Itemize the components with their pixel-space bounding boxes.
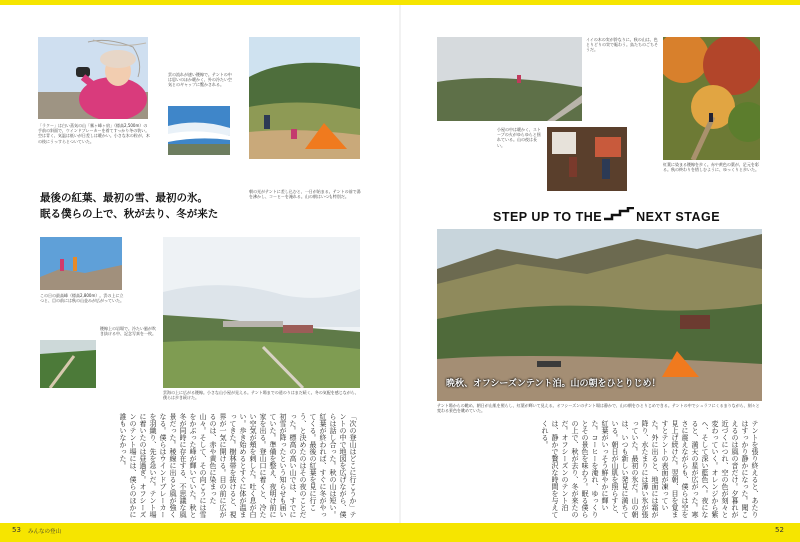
photo-foggy-boardwalk	[437, 37, 582, 121]
photo-trail-meadow	[40, 340, 96, 388]
step-stair-graphic	[602, 207, 636, 224]
headline-line-1: 最後の紅葉、最初の雪、最初の氷。	[40, 192, 208, 204]
caption-tent-ridge: 朝の光がテントに差し込むと、一日が始まる。テントの前で湯を沸かし、コーヒーを淹れる。山の朝はいつも特別だ。	[249, 189, 361, 200]
caption-foggy-boardwalk: イイの木の実が鈴なりに。秋の山は、色とりどりの実で賑わう。鳥たちのごちそうだ。	[586, 37, 658, 53]
running-head: みんなの登山	[28, 529, 62, 535]
body-text-left	[40, 413, 358, 519]
caption-rocky-ridge: 稜線上の岩場で。冷たい風が吹き抜ける中、記念写真を一枚。	[100, 326, 156, 337]
step-up-right: NEXT STAGE	[636, 210, 721, 224]
article-headline	[40, 190, 240, 222]
step-up-title	[493, 207, 720, 224]
caption-autumn-foliage: 紅葉に染まる稜線を歩く。赤や黄色の葉が、足元を彩る。秋の終わりを惜しむように、ゆっくりと歩いた。	[663, 162, 759, 173]
photo-hut-interior	[547, 127, 627, 191]
body-text-left-content: 「次の登山はどこに行こうか」テントの中で地図を広げながら、僕らは話し合った。秋の山は短い。紅葉が終われば、すぐに冬がやってくる。最後の紅葉を見に行こう、と決めたのはその夜のことだった。標高の高い山では、すでに初雪が降ったという知らせも届いていた。準備を整え、夜明け前に家を出る。登山口に着くと、冷たい空気が頬を刺した。吐く息が白い。歩き始めるとすぐに体が温まってきた。樹林帯を抜けると、視界が一気に開ける。目の前に広がるのは、赤や黄色に染まった山々。そして、その向こうには雪をかぶった峰が輝いていた。秋と冬が同時に存在する、不思議な風景だった。稜線に出ると風が強くなる。僕らはウインドブレーカーを羽織り、先を急いだ。テント場に着いたのは昼過ぎ。オフシーズンのテント場には、僕らのほかに誰もいなかった。	[119, 413, 357, 518]
bottom-yellow-bar	[0, 523, 800, 542]
body-text-right	[437, 420, 760, 520]
photo-autumn-foliage	[663, 37, 760, 160]
photo-tent-ridge	[249, 37, 360, 159]
caption-cloud-sea: 雲海の上に広がる稜線。小さな山小屋が見える。テント場までの道のりはまだ続く。冬の気配を感じながら、僕らは歩き続けた。	[163, 390, 359, 401]
caption-tent-panorama: テント場からの眺め。朝日が山肌を照らし、紅葉が輝いて見える。オフシーズンのテント場は静かで、山の朝をひとりじめできる。テントの中でシュラフにくるまりながら、刻々と変わる景色を眺めていた。	[437, 403, 760, 414]
caption-hikers-summit: この日の最高峰（標高2,800m）。雲の上に立つと、目の前には秋の山並みが広がっていた。	[40, 293, 124, 304]
photo-hikers-summit	[40, 237, 122, 290]
page-number-right: 52	[775, 526, 784, 534]
photo-cloud-sea-panorama	[163, 237, 360, 388]
caption-hut-interior: 小屋の中は暖かく、ストーブの火がゆらゆらと揺れている。山の夜は長い。	[497, 127, 541, 148]
photo-hiker-portrait	[38, 37, 148, 119]
body-text-right-content: テントを張り終えると、あたりはすっかり静かになった。聞こえるのは風の音だけ。夕暮れが近づくにつれ、空の色が刻々と変わっていく。オレンジから紫へ、そして深い藍色へ。夜になると、満天の星が広がった。寒さに震えながらも、僕らは空を見上げ続けた。翌朝、目を覚ますとテントの表面が凍っていた。外に出ると、地面には霜が降り、水たまりには薄い氷が張っていた。最初の氷だ。山の朝は、いつも新しい発見に満ちている。朝日が山肌を照らすと、紅葉がいっそう鮮やかに輝いた。コーヒーを淹れ、ゆっくりとその景色を味わう。眠る僕らの上で、秋が去り、冬が来たのだ。オフシーズンのテント泊は、静かで贅沢な時間を与えてくれる。	[541, 420, 759, 518]
caption-hiker-portrait: 「ラクー」は白い蒸気の山「霧ヶ峰ヶ肩」（標高2,500m）の手前の斜面で、ウインドブレーカーを着てすっかり冬の装い。空は青く、気温は低いが日差しは暖かい。小さな氷の粒が、木の枝にうっすらとついていた。	[38, 123, 150, 144]
page-number-left: 53	[12, 526, 21, 534]
page-gutter	[399, 5, 401, 523]
headline-line-2: 眠る僕らの上で、秋が去り、冬が来た	[40, 208, 219, 220]
caption-cloud-sky: 雲の流れが速い稜線で。テントの中は思いのほか暖かく、外の冷たい空気とのギャップに驚かされる。	[168, 72, 232, 88]
step-up-left: STEP UP TO THE	[493, 210, 603, 224]
photo-cloud-sky	[168, 106, 230, 155]
photo-overlay-caption: 晩秋、オフシーズンテント泊。山の朝をひとりじめ！	[446, 379, 661, 389]
